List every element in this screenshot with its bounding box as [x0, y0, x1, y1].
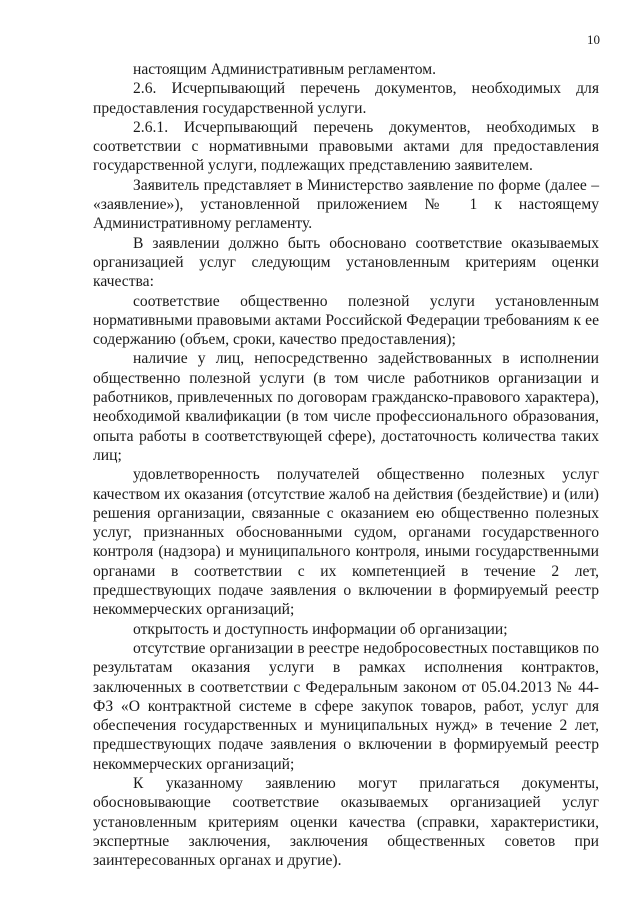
paragraph-attachments: К указанному заявлению могут прилагаться документы, обосновывающие соответствие оказываемых организацией услуг установленным критериям оценки качества (справки, характеристики, экспертные заключения, заключения общественных советов при заинтересованных органах и другие).: [93, 774, 599, 870]
page-number: 10: [587, 32, 600, 47]
criterion-compliance: соответствие общественно полезной услуги установленным нормативными правовыми актами Российской Федерации требованиям к ее содержанию (объем, сроки, качество предоставления);: [93, 292, 599, 349]
paragraph-application: Заявитель представляет в Министерство заявление по форме (далее – «заявление»), установленной приложением № 1 к настоящему Административному регламенту.: [93, 176, 599, 233]
criterion-satisfaction: удовлетворенность получателей общественно полезных услуг качеством их оказания (отсутствие жалоб на действия (бездействие) и (или) решения организации, связанные с оказанием ею общественно полезных услуг, признанных обоснованными судом, органами государственного контроля (надзора) и муниципального контроля, иными государственными органами в соответствии с их компетенцией в течение 2 лет, предшествующих подаче заявления о включении в формируемый реестр некоммерческих организаций;: [93, 466, 599, 619]
criterion-openness: открытость и доступность информации об организации;: [133, 620, 508, 638]
paragraph-criteria-intro: В заявлении должно быть обосновано соответствие оказываемых организацией услуг следующим установленным критериям оценки качества:: [93, 234, 599, 291]
criterion-qualification: наличие у лиц, непосредственно задействованных в исполнении общественно полезной услуги (в том числе работников организации и работников, привлеченных по договорам гражданско-правового характера), необходимой квалификации (в том числе профессионального образования, опыта работы в соответствующей сфере), достаточность количества таких лиц;: [93, 350, 599, 464]
section-heading-2-6: 2.6. Исчерпывающий перечень документов, необходимых для предоставления государственной услуги.: [93, 80, 599, 117]
section-heading-2-6-1: 2.6.1. Исчерпывающий перечень документов, необходимых в соответствии с нормативными правовыми актами для предоставления государственной услуги, подлежащих представлению заявителем.: [93, 118, 599, 175]
paragraph-continuation: настоящим Административным регламентом.: [133, 61, 437, 78]
document-body: [93, 60, 599, 870]
criterion-registry: отсутствие организации в реестре недобросовестных поставщиков по результатам оказания услуги в рамках исполнения контрактов, заключенных в соответствии с Федеральным законом от 05.04.2013 № 44-ФЗ «О контрактной системе в сфере закупок товаров, работ, услуг для обеспечения государственных и муниципальных нужд» в течение 2 лет, предшествующих подаче заявления о включении в формируемый реестр некоммерческих организаций;: [93, 639, 599, 773]
